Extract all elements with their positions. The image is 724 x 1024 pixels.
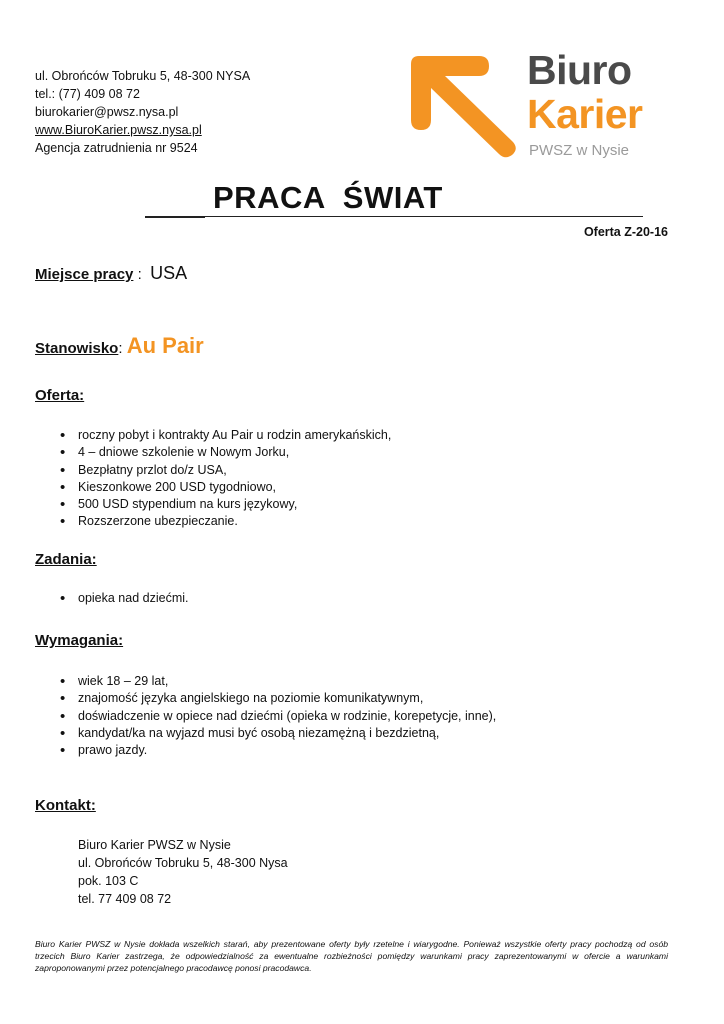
list-item: • doświadczenie w opiece nad dziećmi (opieka w rodzinie, korepetycje, inne), [35,708,675,725]
logo-subtitle: PWSZ w Nysie [529,142,630,159]
offer-list [35,427,675,531]
list-item: • Bezpłatny przlot do/z USA, [35,462,675,479]
list-item: • znajomość języka angielskiego na poziomie komunikatywnym, [35,690,675,707]
title-rule-left [145,217,205,218]
place-row [35,263,187,284]
position-label: Stanowisko [35,340,119,357]
list-item: • roczny pobyt i kontrakty Au Pair u rodzin amerykańskich, [35,427,675,444]
contact-line: ul. Obrońców Tobruku 5, 48-300 Nysa [78,856,288,870]
place-value: USA [150,263,188,283]
header-phone: tel.: (77) 409 08 72 [35,87,140,101]
contact-line: tel. 77 409 08 72 [78,892,172,906]
list-item: • kandydat/ka na wyjazd musi być osobą niezamężną i bezdzietną, [35,725,675,742]
header-address: ul. Obrońców Tobruku 5, 48-300 NYSA [35,69,251,83]
contact-line: pok. 103 C [78,874,139,888]
requirements-list [35,673,675,759]
contact-heading: Kontakt: [35,797,96,814]
logo-karier: Karier [527,91,643,137]
disclaimer: Biuro Karier PWSZ w Nysie dokłada wszelkich starań, aby prezentowane oferty były rzetelne i wiarygodne. Ponieważ wszystkie oferty pracy pochodzą od osób trzecich Biuro Karier zastrzega, że odpowiedzialność za ewentualne rozbieżności pomiędzy warunkami pracy zaprezentowanymi w ofercie a warunkami zaproponowanymi przez potencjalnego pracodawcę ponosi pracodawca. [35,939,668,973]
requirements-heading: Wymagania: [35,632,124,649]
tasks-heading: Zadania: [35,551,97,568]
place-label: Miejsce pracy [35,266,134,283]
header-contact [35,67,250,157]
header-agency: Agencja zatrudnienia nr 9524 [35,141,198,155]
list-item: • 4 – dniowe szkolenie w Nowym Jorku, [35,444,675,461]
place-separator: : [133,266,146,283]
list-item: • Kieszonkowe 200 USD tygodniowo, [35,479,675,496]
arrow-up-left-icon [405,50,520,160]
list-item: • 500 USD stypendium na kurs językowy, [35,496,675,513]
offer-number: Oferta Z-20-16 [583,225,668,239]
position-separator: : [118,340,123,357]
header-email[interactable]: biurokarier@pwsz.nysa.pl [35,105,179,119]
page-title: PRACA ŚWIAT [213,180,443,215]
title-rule [145,216,643,217]
tasks-list [35,590,675,607]
offer-heading: Oferta: [35,387,85,404]
list-item: • opieka nad dziećmi. [35,590,675,607]
logo [405,47,685,165]
contact-block [78,836,288,908]
position-row [35,333,204,359]
list-item: • wiek 18 – 29 lat, [35,673,675,690]
list-item: • prawo jazdy. [35,742,675,759]
list-item: • Rozszerzone ubezpieczanie. [35,513,675,530]
contact-line: Biuro Karier PWSZ w Nysie [78,838,231,852]
logo-biuro: Biuro [527,47,632,93]
position-value: Au Pair [126,333,204,358]
header-website-link[interactable]: www.BiuroKarier.pwsz.nysa.pl [35,123,202,137]
